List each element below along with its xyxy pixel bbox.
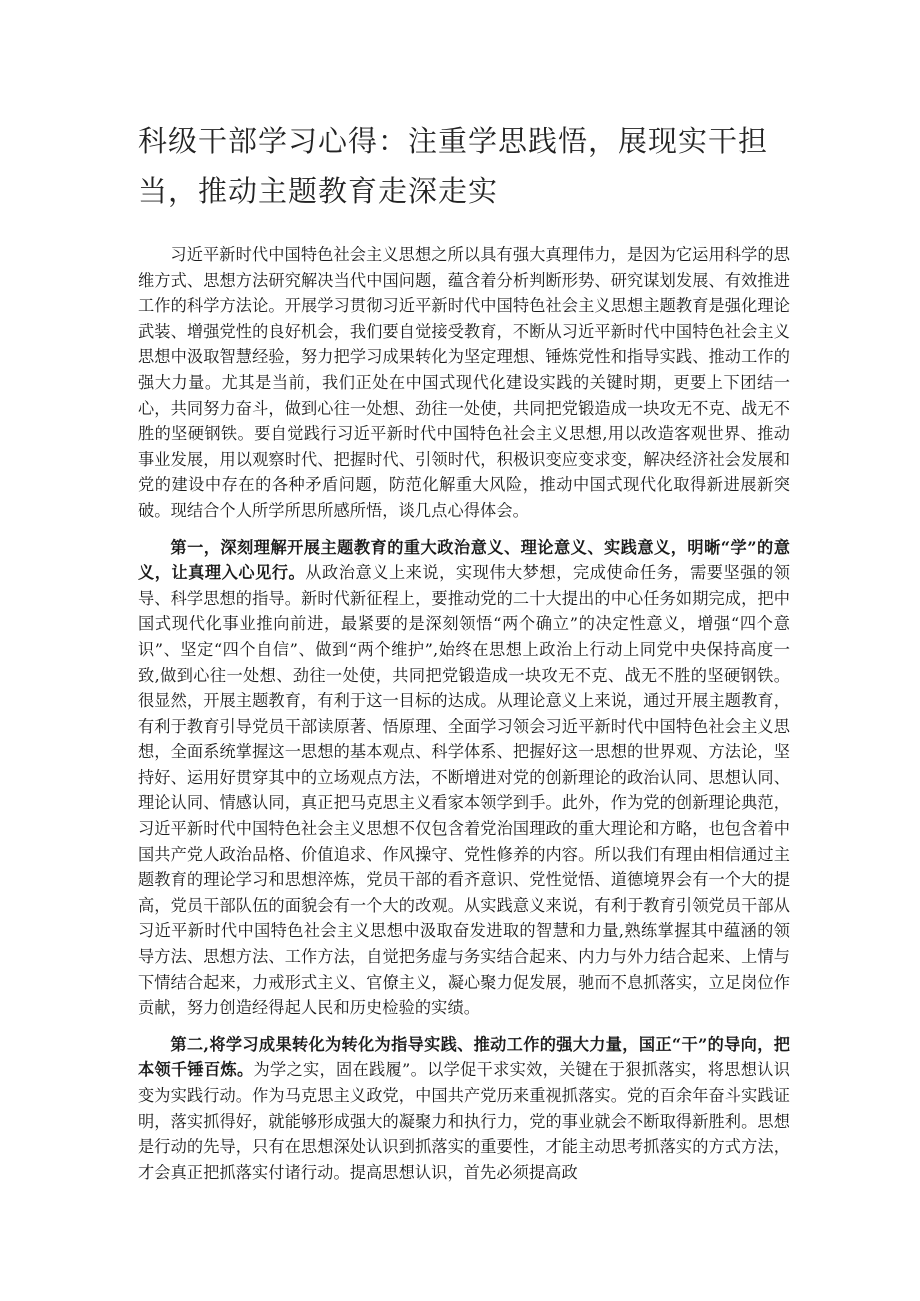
- paragraph-intro: [138, 242, 790, 524]
- paragraph-body: 为学之实，固在践履”。以学促干求实效，关键在于狠抓落实，将思想认识变为实践行动。作为马克思主义政党，中国共产党历来重视抓落实。党的百余年奋斗实践证明，落实抓得好，就能够形成强大的凝聚力和执行力，党的事业就会不断取得新胜利。思想是行动的先导，只有在思想深处认识到抓落实的重要性，才能主动思考抓落实的方式方法，才会真正把抓落实付诸行动。提高思想认识，首先必须提高政: [138, 1060, 791, 1182]
- paragraph-second-point: [138, 1032, 790, 1186]
- paragraph-first-point: [138, 535, 790, 1021]
- paragraph-body: 从政治意义上来说，实现伟大梦想，完成使命任务，需要坚强的领导、科学思想的指导。新时代新征程上，要推动党的二十大提出的中心任务如期完成，把中国式现代化事业推向前进，最紧要的是深刻领悟“两个确立”的决定性意义，增强“四个意识”、坚定“四个自信”、做到“两个维护”,始终在思想上政治上行动上同党中央保持高度一致,做到心往一处想、劲往一处使，共同把党锻造成一块攻无不克、战无不胜的坚硬钢铁。很显然，开展主题教育，有利于这一目标的达成。从理论意义上来说，通过开展主题教育，有利于教育引导党员干部读原著、悟原理、全面学习领会习近平新时代中国特色社会主义思想，全面系统掌握这一思想的基本观点、科学体系、把握好这一思想的世界观、方法论，坚持好、运用好贯穿其中的立场观点方法，不断增进对党的创新理论的政治认同、思想认同、理论认同、情感认同，真正把马克思主义看家本领学到手。此外，作为党的创新理论典范，习近平新时代中国特色社会主义思想不仅包含着党治国理政的重大理论和方略，也包含着中国共产党人政治品格、价值追求、作风操守、党性修养的内容。所以我们有理由相信通过主题教育的理论学习和思想淬炼，党员干部的看齐意识、党性觉悟、道德境界会有一个大的提高，党员干部队伍的面貌会有一个大的改观。从实践意义来说，有利于教育引领党员干部从习近平新时代中国特色社会主义思想中汲取奋发进取的智慧和力量,熟练掌握其中蕴涵的领导方法、思想方法、工作方法，自觉把务虚与务实结合起来、内力与外力结合起来、上情与下情结合起来，力戒形式主义、官僚主义，凝心聚力促发展，驰而不息抓落实，立足岗位作贡献，努力创造经得起人民和历史检验的实绩。: [138, 563, 790, 1018]
- paragraph-heading: 第二,将学习成果转化为转化为指导实践、推动工作的强大力量，国正“干”的导向，把本领千锤百炼。: [138, 1034, 790, 1080]
- document-page: [138, 116, 790, 1196]
- paragraph-heading: 第一，深刻理解开展主题教育的重大政治意义、理论意义、实践意义，明晰“学”的意义，让真理入心见行。: [138, 537, 790, 583]
- page-title: 科级干部学习心得：注重学思践悟，展现实干担当，推动主题教育走深走实: [138, 124, 769, 208]
- paragraph-body: 习近平新时代中国特色社会主义思想之所以具有强大真理伟力，是因为它运用科学的思维方式、思想方法研究解决当代中国问题，蕴含着分析判断形势、研究谋划发展、有效推进工作的科学方法论。开展学习贯彻习近平新时代中国特色社会主义思想主题教育是强化理论武装、增强党性的良好机会，我们要自觉接受教育，不断从习近平新时代中国特色社会主义思想中汲取智慧经验，努力把学习成果转化为坚定理想、锤炼党性和指导实践、推动工作的强大力量。尤其是当前，我们正处在中国式现代化建设实践的关键时期，更要上下团结一心，共同努力奋斗，做到心往一处想、劲往一处使，共同把党锻造成一块攻无不克、战无不胜的坚硬钢铁。要自觉践行习近平新时代中国特色社会主义思想,用以改造客观世界、推动事业发展，用以观察时代、把握时代、引领时代，积极识变应变求变，解决经济社会发展和党的建设中存在的各种矛盾问题，防范化解重大风险，推动中国式现代化取得新进展新突破。现结合个人所学所思所感所悟，谈几点心得体会。: [138, 245, 790, 520]
